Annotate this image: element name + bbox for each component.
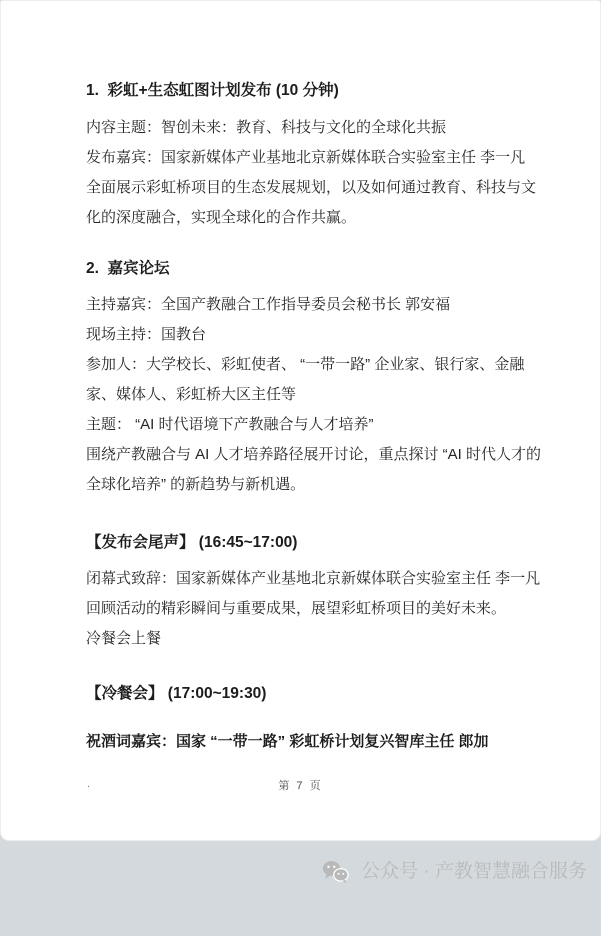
section-closing-body bbox=[86, 564, 600, 654]
paragraph-line: 主题： “AI 时代语境下产教融合与人才培养” bbox=[86, 416, 374, 433]
paragraph-line: 全面展示彩虹桥项目的生态发展规划，以及如何通过教育、科技与文 bbox=[86, 179, 537, 196]
page-number: 第 7 页 bbox=[278, 780, 323, 792]
watermark-text: 公众号 · 产教智慧融合服务 bbox=[361, 861, 587, 882]
wechat-icon bbox=[322, 808, 354, 936]
wechat-watermark bbox=[322, 808, 587, 936]
paragraph-line: 参加人：大学校长、彩虹使者、 “一带一路” 企业家、银行家、金融 bbox=[86, 356, 525, 373]
section-banquet-heading: 【冷餐会】 (17:00~19:30) bbox=[86, 685, 267, 702]
section-1-body bbox=[86, 113, 600, 233]
paragraph-line: 闭幕式致辞：国家新媒体产业基地北京新媒体联合实验室主任 李一凡 bbox=[86, 570, 541, 587]
stray-mark: . bbox=[87, 778, 91, 790]
paragraph-line: 主持嘉宾：全国产教融合工作指导委员会秘书长 郭安福 bbox=[86, 296, 451, 313]
paragraph-line: 化的深度融合，实现全球化的合作共赢。 bbox=[86, 209, 357, 226]
paragraph-line: 全球化培养” 的新趋势与新机遇。 bbox=[86, 476, 306, 493]
paragraph-line: 家、媒体人、彩虹桥大区主任等 bbox=[86, 386, 297, 403]
paragraph-line: 内容主题：智创未来：教育、科技与文化的全球化共振 bbox=[86, 119, 447, 136]
paragraph-line: 冷餐会上餐 bbox=[86, 630, 162, 647]
section-2-heading: 2. 嘉宾论坛 bbox=[86, 260, 170, 277]
section-2-body bbox=[86, 290, 600, 500]
paragraph-line: 围绕产教融合与 AI 人才培养路径展开讨论，重点探讨 “AI 时代人才的 bbox=[86, 446, 542, 463]
paragraph-line: 发布嘉宾：国家新媒体产业基地北京新媒体联合实验室主任 李一凡 bbox=[86, 149, 526, 166]
paragraph-line: 现场主持：国教台 bbox=[86, 326, 207, 343]
paragraph-line: 回顾活动的精彩瞬间与重要成果，展望彩虹桥项目的美好未来。 bbox=[86, 600, 507, 617]
document-content bbox=[86, 1, 600, 757]
section-1-heading: 1. 彩虹+生态虹图计划发布 (10 分钟) bbox=[86, 82, 339, 99]
section-closing-heading: 【发布会尾声】 (16:45~17:00) bbox=[86, 534, 298, 551]
toast-guest-line: 祝酒词嘉宾：国家 “一带一路” 彩虹桥计划复兴智库主任 郎加 bbox=[86, 733, 489, 750]
